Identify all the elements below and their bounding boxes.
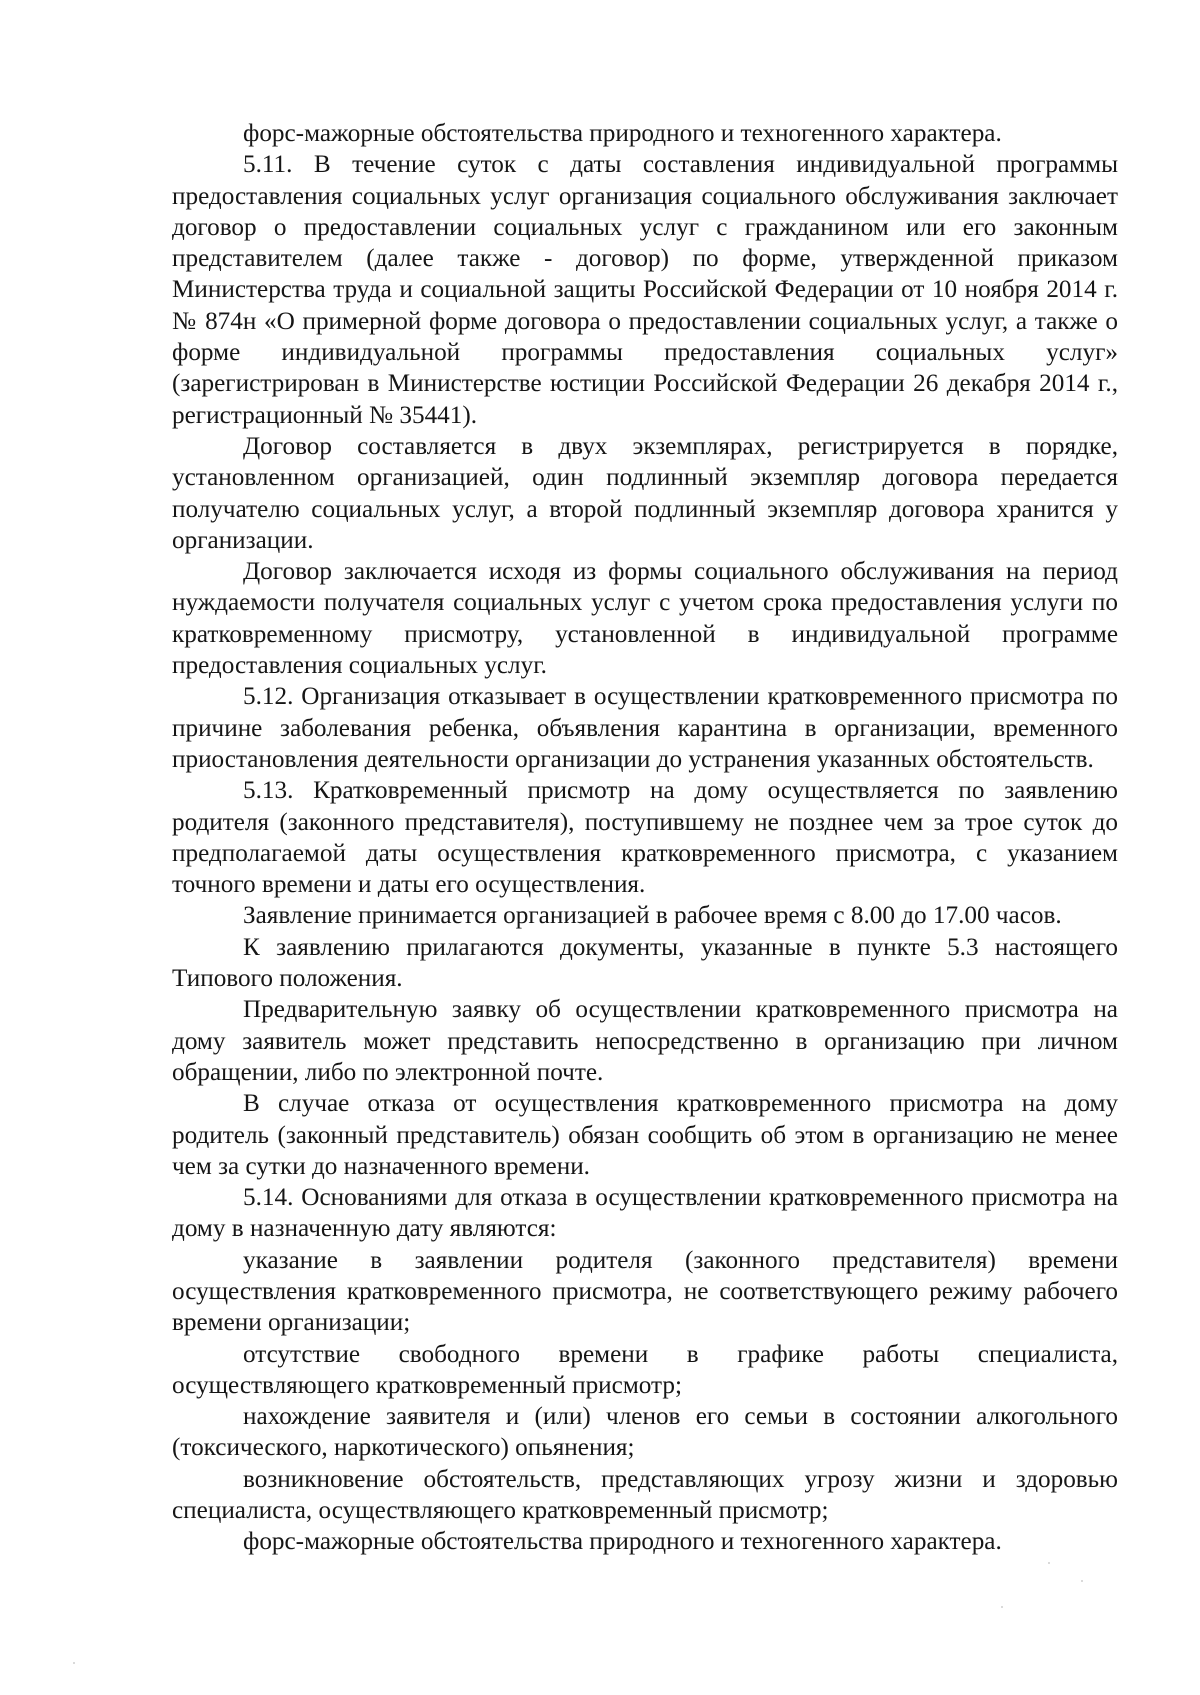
document-body [172,118,1118,1558]
paragraph-5-11: 5.11. В течение суток с даты составления индивидуальной программы предоставления социальных услуг организация социального обслуживания заключает договор о предоставлении социальных услуг с гражданином или его законным представителем (далее также - договор) по форме, утвержденной приказом Министерства труда и социальной защиты Российской Федерации от 10 ноября 2014 г. № 874н «О примерной форме договора о предоставлении социальных услуг, а также о форме индивидуальной программы предоставления социальных услуг» (зарегистрирован в Министерстве юстиции Российской Федерации 26 декабря 2014 г., регистрационный № 35441). [172,151,1118,429]
paragraph-attached-documents: К заявлению прилагаются документы, указанные в пункте 5.3 настоящего Типового положения. [172,933,1118,993]
list-item-intoxication: нахождение заявителя и (или) членов его семьи в состоянии алкогольного (токсического, наркотического) опьянения; [172,1403,1118,1462]
paragraph-preliminary-request: Предварительную заявку об осуществлении кратковременного присмотра на дому заявитель может представить непосредственно в организацию при личном обращении, либо по электронной почте. [172,996,1118,1086]
paragraph-working-hours: Заявление принимается организацией в рабочее время с 8.00 до 17.00 часов. [243,902,1062,930]
list-item-threat: возникновение обстоятельств, представляющих угрозу жизни и здоровью специалиста, осуществляющего кратковременный присмотр; [172,1465,1118,1525]
scan-artifact [1001,1606,1003,1608]
list-item-no-free-time: отсутствие свободного времени в графике работы специалиста, осуществляющего кратковременный присмотр; [172,1340,1118,1399]
list-item-force-majeure: форс-мажорные обстоятельства природного и техногенного характера. [243,1528,1002,1556]
paragraph-contract-period: Договор заключается исходя из формы социального обслуживания на период нуждаемости получателя социальных услуг с учетом срока предоставления услуги по кратковременному присмотру, установленной в индивидуальной программе предоставления социальных услуг. [172,558,1118,680]
scan-artifact [73,1662,75,1664]
paragraph-contract-copies: Договор составляется в двух экземплярах, регистрируется в порядке, установленном организацией, один подлинный экземпляр договора передается получателю социальных услуг, а второй подлинный экземпляр договора хранится у организации. [172,432,1118,554]
list-item-wrong-time: указание в заявлении родителя (законного представителя) времени осуществления кратковременного присмотра, не соответствующего режиму рабочего времени организации; [172,1246,1118,1337]
paragraph-refusal-notice: В случае отказа от осуществления кратковременного присмотра на дому родитель (законный представитель) обязан сообщить об этом в организацию не менее чем за сутки до назначенного времени. [172,1090,1118,1180]
paragraph-force-majeure-continuation: форс-мажорные обстоятельства природного и техногенного характера. [243,120,1002,147]
scan-artifact [1081,1580,1083,1582]
paragraph-5-14: 5.14. Основаниями для отказа в осуществлении кратковременного присмотра на дому в назначенную дату являются: [172,1184,1118,1243]
paragraph-5-13: 5.13. Кратковременный присмотр на дому осуществляется по заявлению родителя (законного представителя), поступившему не позднее чем за трое суток до предполагаемой даты осуществления кратковременного присмотра, с указанием точного времени и даты его осуществления. [172,777,1118,899]
scan-artifact [1048,1562,1050,1564]
paragraph-5-12: 5.12. Организация отказывает в осуществлении кратковременного присмотра по причине заболевания ребенка, объявления карантина в организации, временного приостановления деятельности организации до устранения указанных обстоятельств. [172,683,1118,773]
